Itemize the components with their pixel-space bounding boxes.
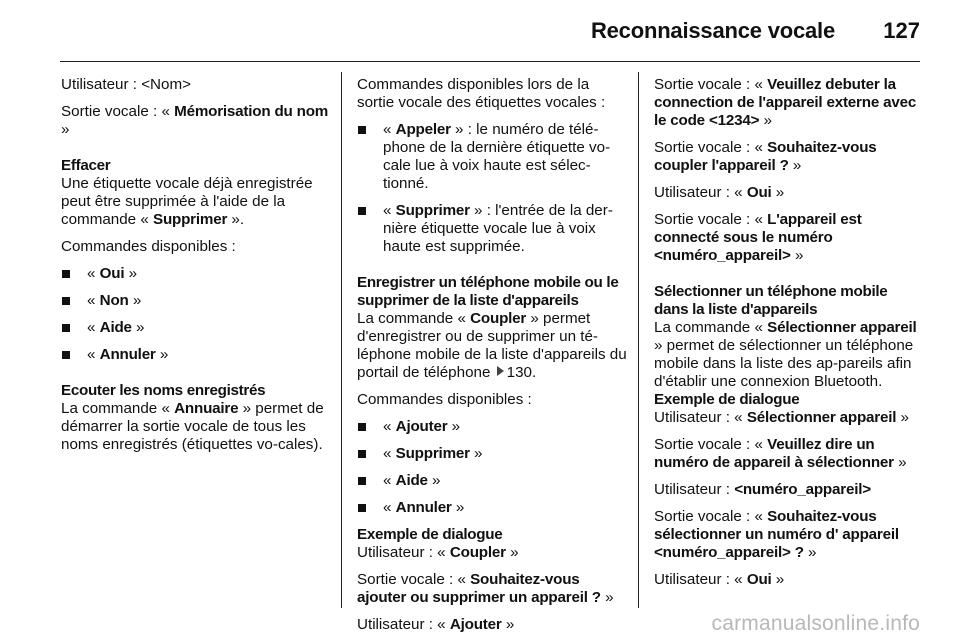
section-heading-enregistrer: Enregistrer un téléphone mobile ou le supprimer de la liste d'appareils xyxy=(357,274,619,309)
dialogue-line: Utilisateur : « Oui » xyxy=(654,184,785,201)
paragraph: La commande « Annuaire » permet de démarrer la sortie vocale de tous les noms enregistrés (étiquettes vo-cales). xyxy=(61,400,324,453)
column-divider-1 xyxy=(341,72,342,608)
section-heading-selectionner: Sélectionner un téléphone mobile dans la liste d'appareils xyxy=(654,283,888,318)
list-item: « Aide » xyxy=(357,472,627,490)
page-title: Reconnaissance vocale xyxy=(590,18,835,43)
page-reference-arrow-icon xyxy=(497,366,504,376)
dialogue-line: Sortie vocale : « Veuillez dire un numéro de appareil à sélectionner » xyxy=(654,436,907,471)
dialogue-line: Utilisateur : « Coupler » xyxy=(357,544,519,561)
column-3 xyxy=(654,76,924,598)
paragraph: Une étiquette vocale déjà enregistrée peut être supprimée à l'aide de la commande « Supprimer ». xyxy=(61,175,313,228)
paragraph: Commandes disponibles : xyxy=(357,391,532,408)
dialogue-line: Utilisateur : « Oui » xyxy=(654,571,785,588)
column-1 xyxy=(61,76,329,463)
list-item: « Non » xyxy=(61,292,329,310)
dialogue-line: Utilisateur : « Ajouter » xyxy=(357,616,515,633)
dialogue-line: Utilisateur : <Nom> xyxy=(61,76,191,93)
section-heading-exemple: Exemple de dialogue xyxy=(357,526,503,543)
section-heading-ecouter: Ecouter les noms enregistrés xyxy=(61,382,266,399)
dialogue-line: Sortie vocale : « Souhaitez-vous sélectionner un numéro d' appareil <numéro_appareil> ? » xyxy=(654,508,899,561)
list-item: « Annuler » xyxy=(61,346,329,364)
section-heading-exemple-2: Exemple de dialogue xyxy=(654,391,800,408)
dialogue-line: Sortie vocale : « Mémorisation du nom » xyxy=(61,103,329,138)
list-item: « Supprimer » : l'entrée de la der-nière étiquette vocale lue à voix haute est supprimée. xyxy=(357,202,627,256)
command-list xyxy=(357,418,627,517)
column-2 xyxy=(357,76,627,643)
command-list xyxy=(357,121,627,256)
paragraph: Commandes disponibles lors de la sortie vocale des étiquettes vocales : xyxy=(357,76,606,111)
command-list xyxy=(61,265,329,364)
header-divider xyxy=(60,61,920,62)
dialogue-line: Utilisateur : « Sélectionner appareil » xyxy=(654,409,909,426)
dialogue-line: Sortie vocale : « Souhaitez-vous ajouter ou supprimer un appareil ? » xyxy=(357,571,614,606)
list-item: « Appeler » : le numéro de télé-phone de la dernière étiquette vo-cale lue à voix haute est sélec-tionné. xyxy=(357,121,627,193)
page-header xyxy=(0,0,960,62)
dialogue-line: Utilisateur : <numéro_appareil> xyxy=(654,481,871,498)
paragraph: Commandes disponibles : xyxy=(61,238,236,255)
page-reference-link[interactable]: 130. xyxy=(506,364,537,381)
column-divider-2 xyxy=(638,72,639,608)
paragraph: La commande « Coupler » permet d'enregistrer ou de supprimer un té-léphone mobile de la liste d'appareils du portail de téléphone 130. xyxy=(357,310,627,381)
watermark: carmanualsonline.info xyxy=(711,612,920,635)
list-item: « Supprimer » xyxy=(357,445,627,463)
page-number: 127 xyxy=(883,18,920,43)
dialogue-line: Sortie vocale : « Souhaitez-vous coupler l'appareil ? » xyxy=(654,139,877,174)
list-item: « Aide » xyxy=(61,319,329,337)
list-item: « Ajouter » xyxy=(357,418,627,436)
list-item: « Oui » xyxy=(61,265,329,283)
dialogue-line: Sortie vocale : « L'appareil est connecté sous le numéro <numéro_appareil> » xyxy=(654,211,862,264)
section-heading-effacer: Effacer xyxy=(61,157,111,174)
dialogue-line: Sortie vocale : « Veuillez debuter la connection de l'appareil externe avec le code <1234> » xyxy=(654,76,917,129)
list-item: « Annuler » xyxy=(357,499,627,517)
paragraph: La commande « Sélectionner appareil » permet de sélectionner un téléphone mobile dans la liste des ap-pareils afin d'établir une connexion Bluetooth. xyxy=(654,319,917,390)
